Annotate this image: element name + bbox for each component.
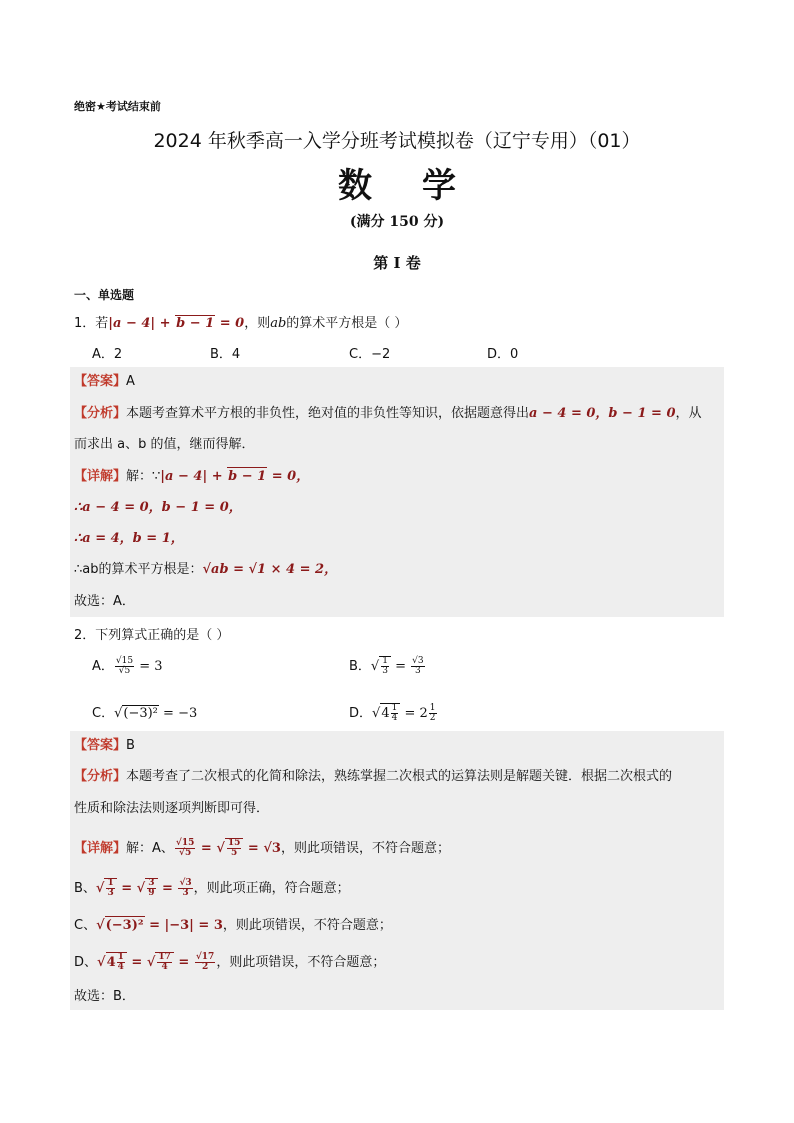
q2-answer: 【答案】B <box>74 738 135 753</box>
q2-option-d: D．√4 $\frac{1}{4}$ = 2 $\frac{1}{2}$ <box>349 703 436 723</box>
q2-analysis-cont: 性质和除法法则逐项判断即可得． <box>74 801 270 816</box>
q1-option-c: C．−2 <box>349 347 391 362</box>
q2-detail-d: D、√4 $\frac{1}{4}$ = √ $\frac{17}{4}$ = $\frac{√17}{2}$ ，则此项错误，不符合题意； <box>74 952 386 972</box>
section-heading: 一、单选题 <box>74 288 135 302</box>
secret-mark: 绝密★考试结束前 <box>74 100 161 113</box>
q1-condition: |a − 4| + b − 1 = 0 <box>108 316 245 331</box>
q1-step-2: ∴a − 4 = 0，b − 1 = 0， <box>74 500 242 515</box>
q2-detail-c: C、√(−3)² = |−3| = 3，则此项错误，不符合题意； <box>74 918 392 933</box>
q1-option-d: D．0 <box>487 347 519 362</box>
q2-option-c: C．√(−3)² = −3 <box>92 706 198 721</box>
q1-detail: 【详解】解：∵|a − 4| + b − 1 = 0， <box>74 469 310 484</box>
q1-step-4: ∴ab的算术平方根是：√ab = √1 × 4 = 2， <box>74 562 338 577</box>
q1-choose: 故选：A． <box>74 594 135 609</box>
q2-detail-a: 【详解】解：A、 $\frac{√15}{√5}$ = √ $\frac{15}{5}$ = √3，则此项错误，不符合题意； <box>74 838 450 858</box>
q1-option-a: A．2 <box>92 347 123 362</box>
q1-step-3: ∴a = 4，b = 1， <box>74 531 184 546</box>
q1-analysis-cont: 而求出 a、b 的值，继而得解． <box>74 437 255 452</box>
q2-analysis: 【分析】本题考查了二次根式的化简和除法，熟练掌握二次根式的运算法则是解题关键．根据二次根式的 <box>74 769 673 784</box>
q2-choose: 故选：B． <box>74 989 135 1004</box>
q2-option-a: A． $\frac{√15}{√5}$ = 3 <box>92 656 163 676</box>
question-1-stem: 1．若|a − 4| + b − 1 = 0，则ab的算术平方根是（ ） <box>74 316 408 331</box>
q1-analysis: 【分析】本题考查算术平方根的非负性，绝对值的非负性等知识，依据题意得出a − 4 = 0，b − 1 = 0，从 <box>74 406 702 421</box>
q2-option-b: B．√ $\frac{1}{3}$ = $\frac{√3}{3}$ <box>349 656 424 676</box>
exam-title: 2024 年秋季高一入学分班考试模拟卷（辽宁专用）（01） <box>153 130 641 152</box>
q1-option-b: B．4 <box>210 347 241 362</box>
q1-answer: 【答案】A <box>74 374 135 389</box>
question-2-stem: 2．下列算式正确的是（ ） <box>74 628 230 643</box>
q2-detail-b: B、√ $\frac{1}{3}$ = √ $\frac{3}{9}$ = $\frac{√3}{3}$ ，则此项正确，符合题意； <box>74 878 350 898</box>
full-score: (满分 150 分) <box>349 214 445 230</box>
subject-title: 数学 <box>338 166 506 206</box>
volume-label: 第 I 卷 <box>373 254 421 272</box>
